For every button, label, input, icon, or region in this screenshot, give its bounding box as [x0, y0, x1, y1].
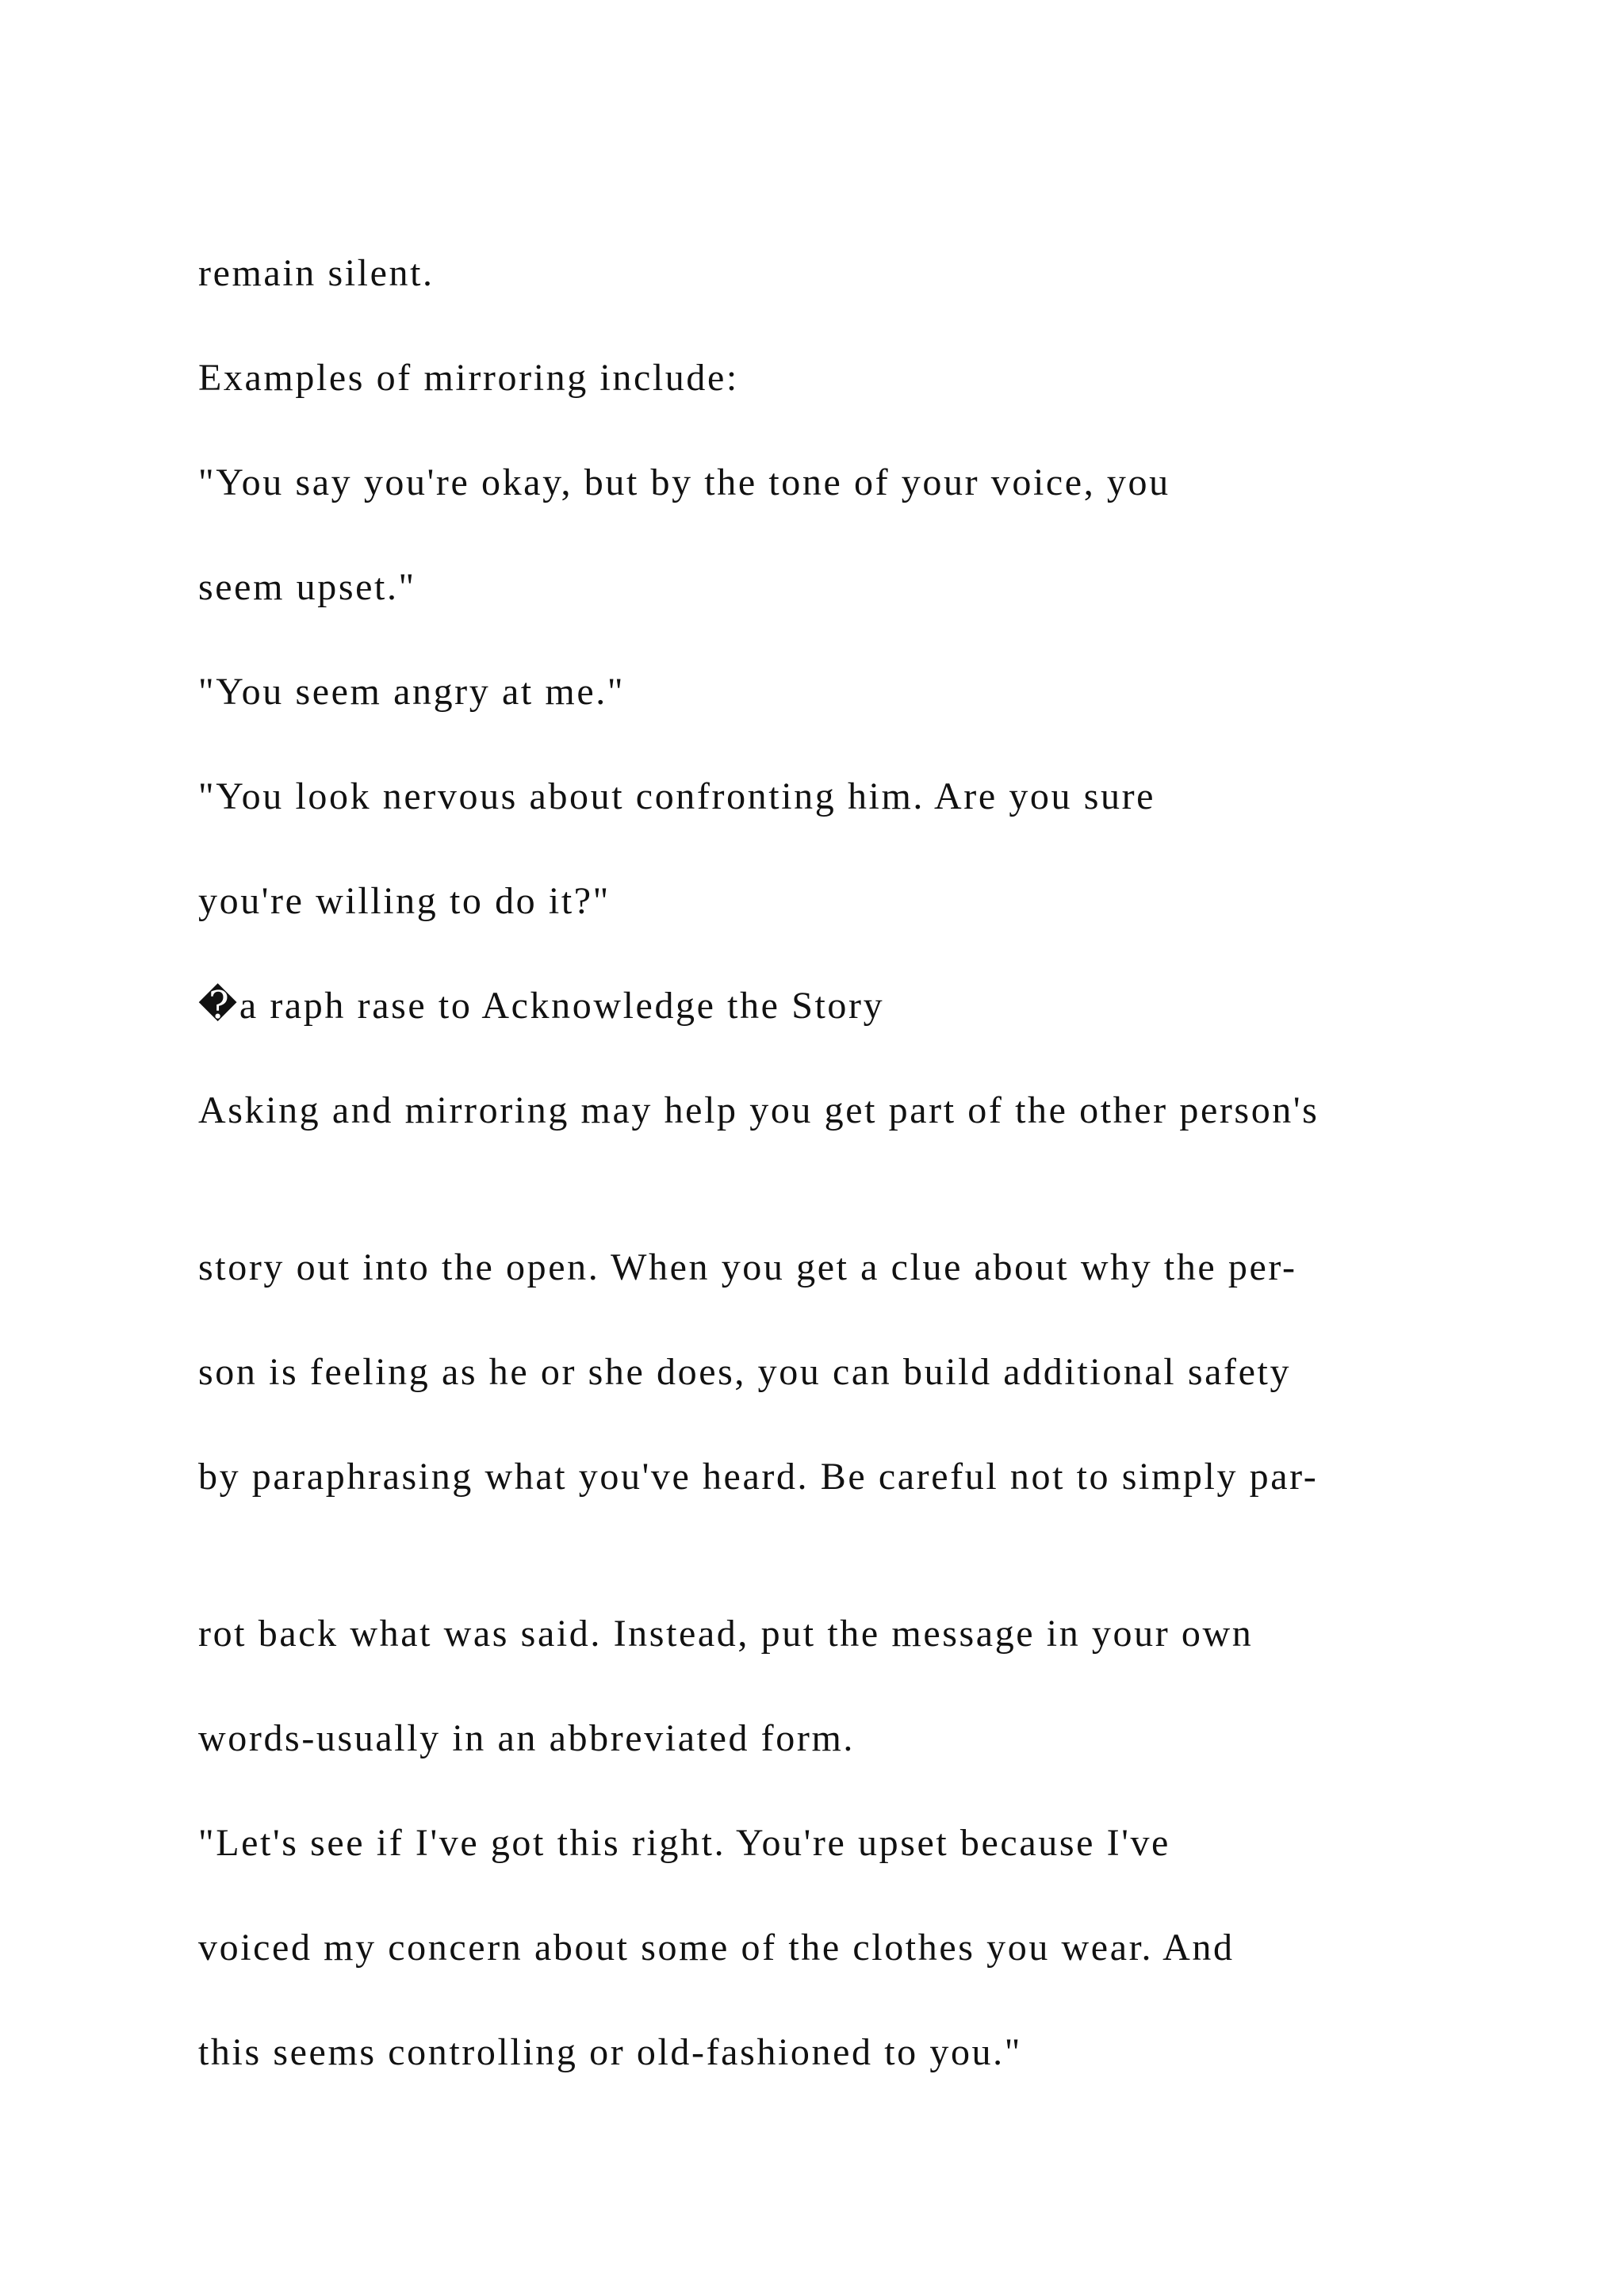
- section-heading: �a raph rase to Acknowledge the Story: [198, 985, 885, 1027]
- text-line-13: rot back what was said. Instead, put the message in your own: [198, 1613, 1254, 1655]
- text-line-6: "You look nervous about confronting him. Are you sure: [198, 775, 1156, 817]
- text-line-9: Asking and mirroring may help you get part of the other person's: [198, 1089, 1320, 1131]
- text-line-2: Examples of mirroring include:: [198, 357, 739, 399]
- text-line-1: remain silent.: [198, 252, 435, 294]
- text-line-16: voiced my concern about some of the clothes you wear. And: [198, 1927, 1235, 1969]
- text-line-15: "Let's see if I've got this right. You're upset because I've: [198, 1822, 1170, 1864]
- text-line-14: words-usually in an abbreviated form.: [198, 1717, 855, 1759]
- text-line-3: "You say you're okay, but by the tone of your voice, you: [198, 461, 1170, 503]
- text-line-17: this seems controlling or old-fashioned to you.": [198, 2031, 1022, 2073]
- text-line-5: "You seem angry at me.": [198, 671, 626, 713]
- text-line-11: son is feeling as he or she does, you can build additional safety: [198, 1351, 1292, 1393]
- text-line-10: story out into the open. When you get a clue about why the per-: [198, 1246, 1297, 1288]
- text-line-12: by paraphrasing what you've heard. Be careful not to simply par-: [198, 1456, 1319, 1498]
- text-line-4: seem upset.": [198, 566, 416, 608]
- text-line-7: you're willing to do it?": [198, 880, 611, 922]
